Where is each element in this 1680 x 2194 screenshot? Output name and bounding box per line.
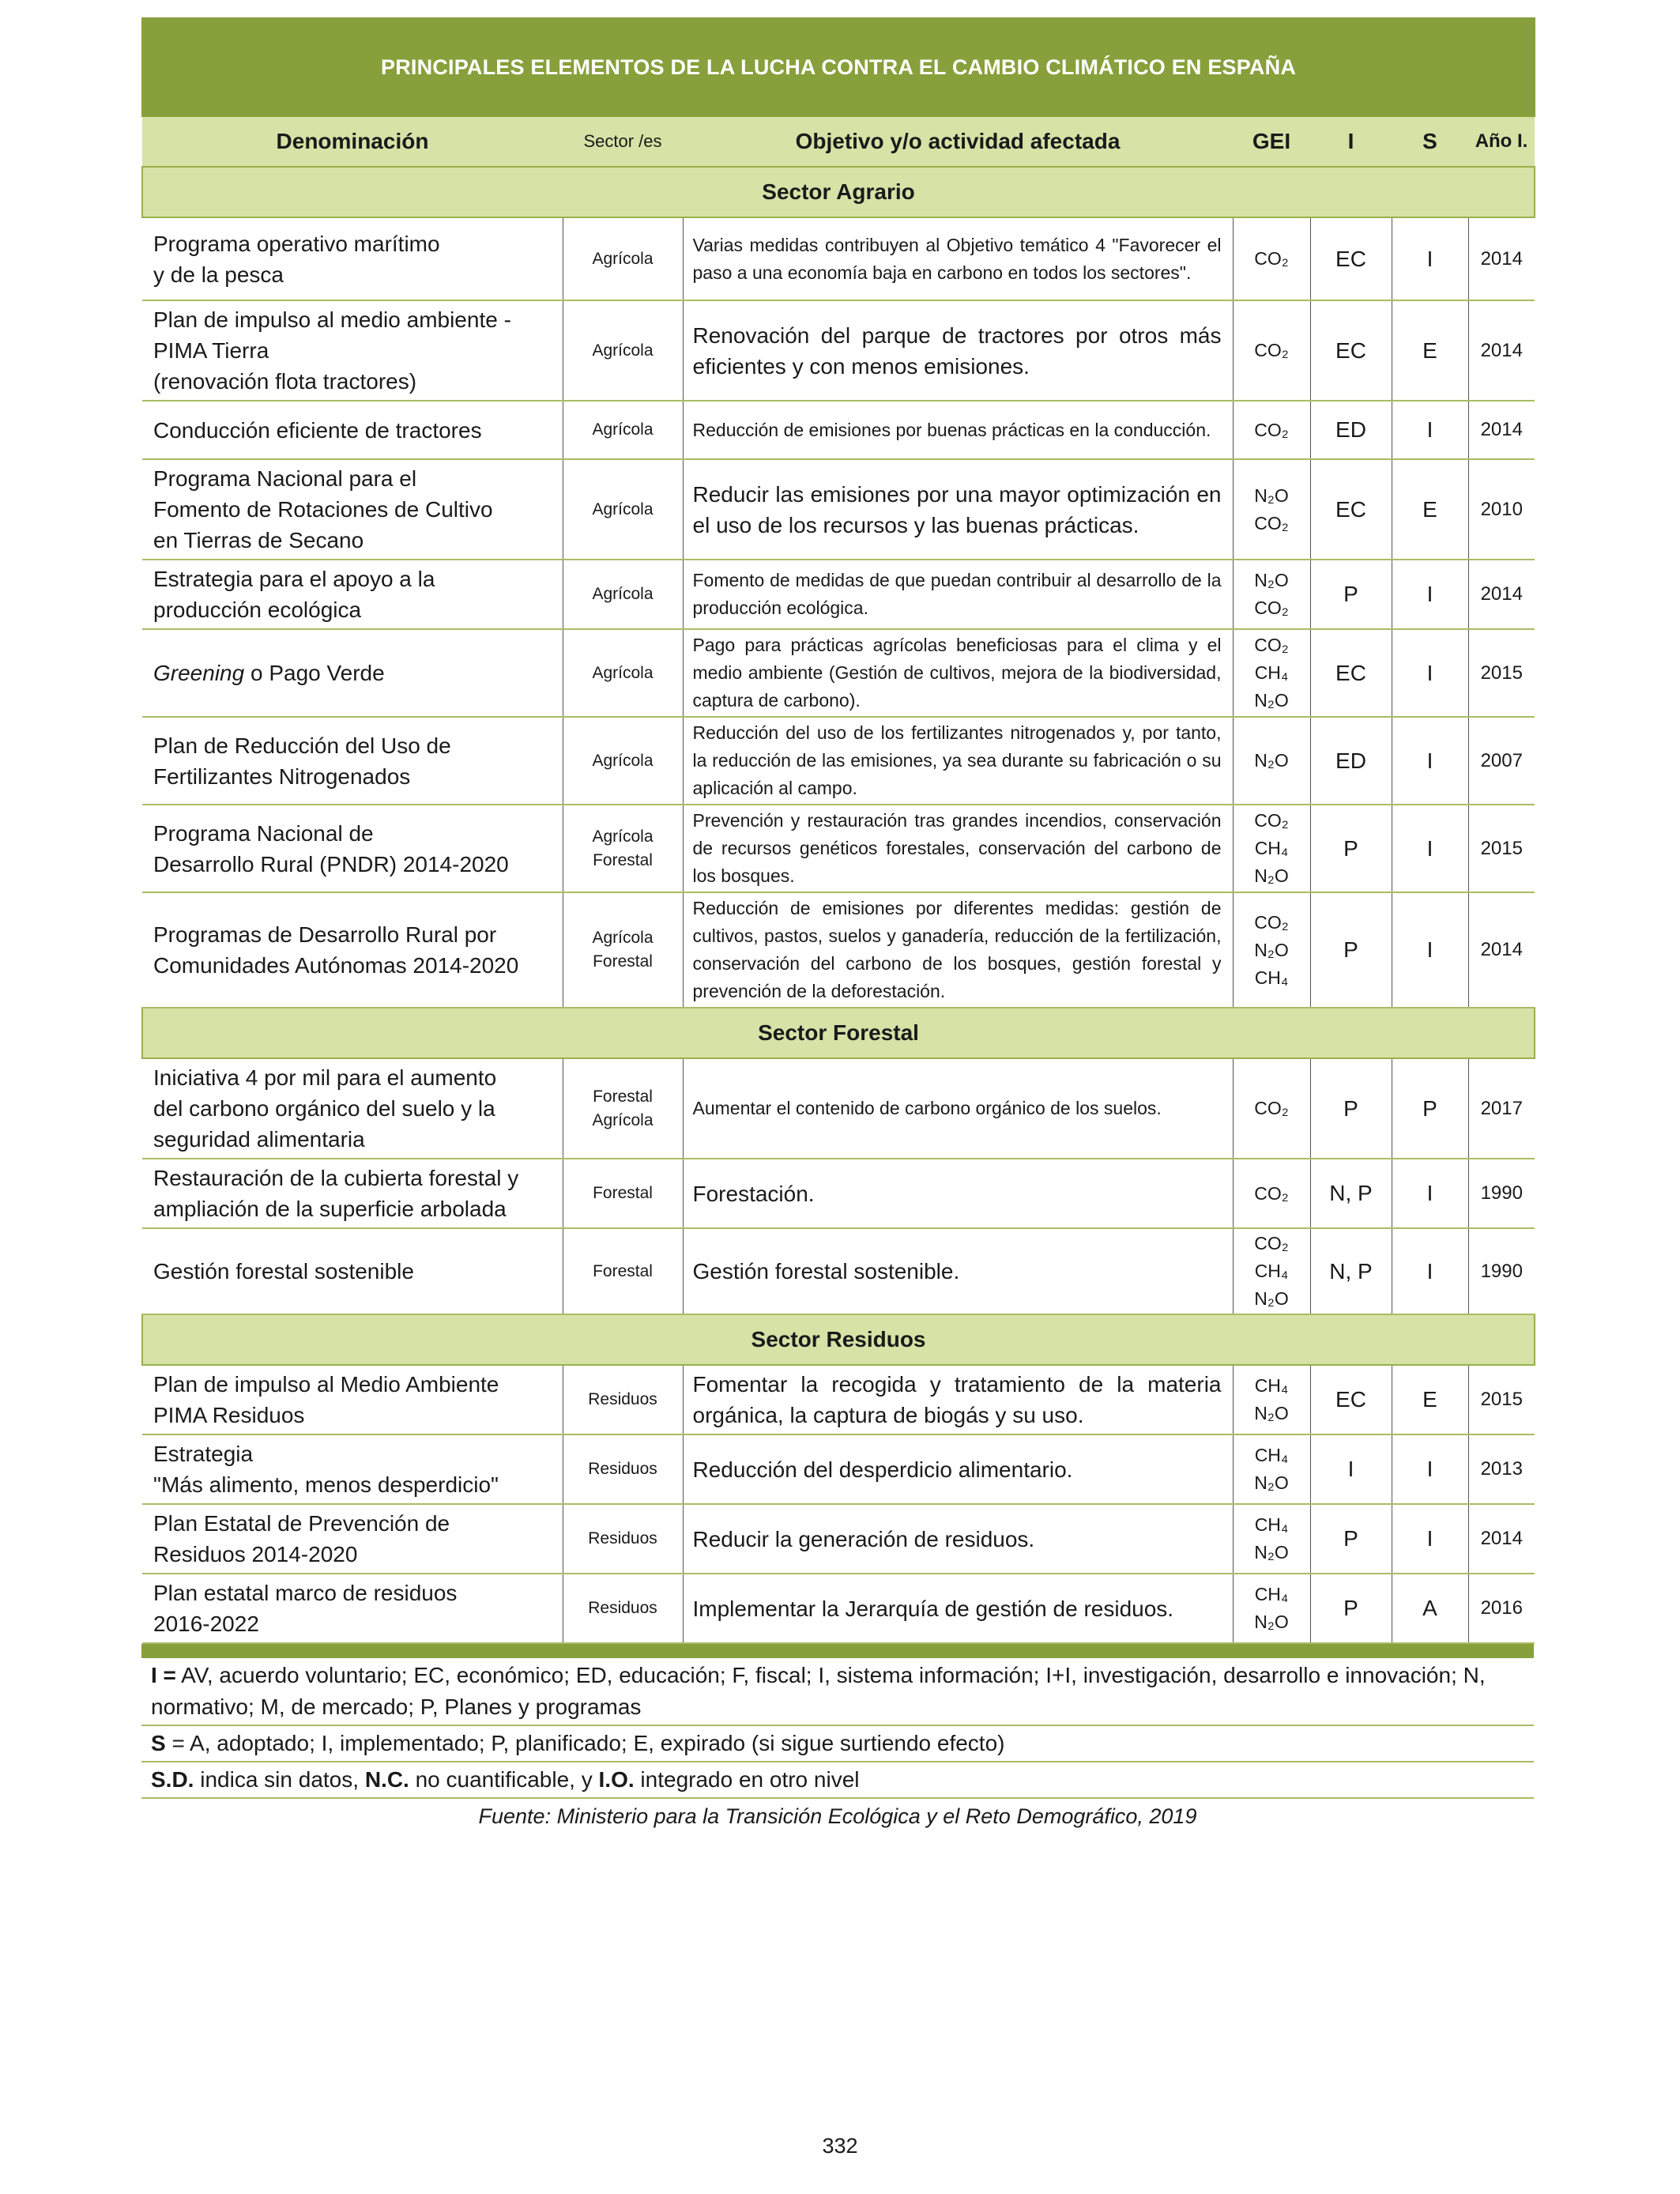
- gei-cell: [1233, 401, 1310, 459]
- source-note: Fuente: Ministerio para la Transición Ecológica y el Reto Demográfico, 2019: [478, 1804, 1197, 1828]
- sector-heading: Sector Agrario: [142, 167, 1535, 217]
- table-row: [142, 459, 1535, 560]
- climate-measures-table: [141, 17, 1535, 1644]
- table-row: [142, 805, 1535, 892]
- sector-value: Forestal: [593, 1087, 653, 1106]
- gei-value: CH₄: [1254, 662, 1289, 683]
- instrument-type: EC: [1310, 1365, 1392, 1434]
- table-row: [142, 217, 1535, 300]
- instrument-type: EC: [1310, 217, 1392, 300]
- measure-name-line: en Tierras de Secano: [153, 528, 364, 552]
- start-year: 2016: [1468, 1574, 1535, 1643]
- gei-value: CH₄: [1254, 1584, 1289, 1604]
- header-sector: Sector /es: [563, 116, 683, 167]
- legend-text: AV, acuerdo voluntario; EC, económico; ED, educación; F, fiscal; I, sistema información; I+I, investigación, desarrollo e innovación; N, normativo; M, de mercado; P, Planes y programas: [151, 1663, 1486, 1719]
- sector-cell: [563, 1228, 683, 1314]
- gei-cell: [1233, 217, 1310, 300]
- start-year: 2015: [1468, 805, 1535, 892]
- objective-text: Reducción del desperdicio alimentario.: [683, 1434, 1233, 1504]
- measure-name-line: Gestión forestal sostenible: [153, 1259, 414, 1284]
- gei-value: N₂O: [1254, 750, 1289, 771]
- measure-name-line: Plan de Reducción del Uso de: [153, 733, 451, 758]
- measure-name-line: Programa operativo marítimo: [153, 231, 440, 256]
- status-code: I: [1392, 1228, 1468, 1314]
- measure-name-line: seguridad alimentaria: [153, 1127, 365, 1152]
- gei-cell: [1233, 1228, 1310, 1314]
- measure-name: [142, 892, 563, 1008]
- start-year: 1990: [1468, 1159, 1535, 1228]
- measure-name-line: Estrategia: [153, 1442, 254, 1466]
- gei-value: N₂O: [1254, 865, 1289, 886]
- sector-value: Residuos: [588, 1599, 657, 1617]
- instrument-type: P: [1310, 892, 1392, 1008]
- gei-value: CO₂: [1254, 635, 1289, 655]
- measure-name-line: Plan Estatal de Prevención de: [153, 1511, 450, 1536]
- page-number: 332: [822, 2134, 858, 2158]
- sector-value: Forestal: [593, 1261, 653, 1280]
- measure-name: [142, 1228, 563, 1314]
- table-row: [142, 1228, 1535, 1314]
- measure-name: [142, 1365, 563, 1434]
- status-code: I: [1392, 560, 1468, 629]
- legend-key: I =: [151, 1663, 176, 1687]
- measure-name: [142, 217, 563, 300]
- header-name: Denominación: [142, 116, 563, 167]
- start-year: 2013: [1468, 1434, 1535, 1504]
- sector-cell: [563, 1504, 683, 1574]
- gei-value: CO₂: [1254, 1182, 1289, 1204]
- measure-name-line: Programas de Desarrollo Rural por: [153, 922, 497, 947]
- sector-cell: [563, 1159, 683, 1228]
- sector-cell: [563, 892, 683, 1008]
- sector-cell: [563, 560, 683, 629]
- legend: [141, 1658, 1534, 1762]
- status-code: E: [1392, 1365, 1468, 1434]
- measure-name-line: Programa Nacional para el: [153, 466, 417, 491]
- sector-value: Forestal: [593, 952, 653, 971]
- measure-name-line: Desarrollo Rural (PNDR) 2014-2020: [153, 851, 509, 876]
- gei-cell: [1233, 805, 1310, 892]
- gei-value: CH₄: [1254, 838, 1289, 858]
- table-row: [142, 300, 1535, 401]
- measure-name-line: Residuos 2014-2020: [153, 1542, 358, 1566]
- instrument-type: EC: [1310, 300, 1392, 401]
- status-code: I: [1392, 717, 1468, 805]
- legend-row: [141, 1726, 1534, 1762]
- sector-cell: [563, 217, 683, 300]
- measure-name: [142, 1058, 563, 1159]
- gei-value: CO₂: [1254, 340, 1289, 360]
- table-row: [142, 1058, 1535, 1159]
- measure-name: [142, 805, 563, 892]
- gei-cell: [1233, 629, 1310, 717]
- sector-value: Agrícola: [592, 827, 654, 846]
- start-year: 1990: [1468, 1228, 1535, 1314]
- measure-name: [142, 1434, 563, 1504]
- instrument-type: EC: [1310, 629, 1392, 717]
- instrument-type: P: [1310, 805, 1392, 892]
- objective-text: Reducción de emisiones por buenas prácticas en la conducción.: [683, 401, 1233, 459]
- legend-text: = A, adoptado; I, implementado; P, planificado; E, expirado (si sigue surtiendo efecto): [165, 1731, 1005, 1755]
- gei-value: N₂O: [1254, 690, 1289, 711]
- measure-name-line: del carbono orgánico del suelo y la: [153, 1096, 495, 1121]
- start-year: 2017: [1468, 1058, 1535, 1159]
- gei-value: N₂O: [1254, 1288, 1289, 1309]
- gei-cell: [1233, 560, 1310, 629]
- sector-row: [142, 1008, 1535, 1058]
- sector-value: Agrícola: [592, 499, 654, 518]
- gei-value: CH₄: [1254, 1375, 1289, 1396]
- instrument-type: ED: [1310, 401, 1392, 459]
- instrument-type: EC: [1310, 459, 1392, 560]
- instrument-type: P: [1310, 1504, 1392, 1574]
- sector-value: Agrícola: [592, 929, 654, 947]
- table-row: [142, 717, 1535, 805]
- sector-cell: [563, 401, 683, 459]
- measure-name: [142, 1159, 563, 1228]
- start-year: 2007: [1468, 717, 1535, 805]
- sector-value: Agrícola: [592, 249, 654, 268]
- gei-cell: [1233, 1504, 1310, 1574]
- gei-value: CO₂: [1254, 1098, 1289, 1118]
- instrument-type: P: [1310, 560, 1392, 629]
- gei-value: N₂O: [1254, 1472, 1289, 1493]
- objective-text: Renovación del parque de tractores por otros más eficientes y con menos emisiones.: [683, 300, 1233, 401]
- sector-cell: [563, 629, 683, 717]
- sector-heading: Sector Residuos: [142, 1314, 1535, 1365]
- instrument-type: P: [1310, 1058, 1392, 1159]
- measure-name-line: "Más alimento, menos desperdicio": [153, 1472, 499, 1497]
- gei-value: CH₄: [1254, 967, 1289, 988]
- status-code: E: [1392, 300, 1468, 401]
- start-year: 2015: [1468, 1365, 1535, 1434]
- status-code: I: [1392, 401, 1468, 459]
- start-year: 2014: [1468, 1504, 1535, 1574]
- table-row: [142, 1504, 1535, 1574]
- start-year: 2014: [1468, 892, 1535, 1008]
- gei-value: CO₂: [1254, 598, 1289, 618]
- gei-cell: [1233, 459, 1310, 560]
- status-code: I: [1392, 805, 1468, 892]
- measure-name-line: ampliación de la superficie arbolada: [153, 1197, 507, 1221]
- gei-value: CH₄: [1254, 1514, 1289, 1535]
- measure-name-line: Plan de impulso al Medio Ambiente: [153, 1372, 499, 1397]
- sector-value: Forestal: [593, 850, 653, 869]
- measure-name-line: (renovación flota tractores): [153, 369, 417, 394]
- table-row: [142, 892, 1535, 1008]
- measure-name: [142, 1574, 563, 1643]
- measure-name-line: producción ecológica: [153, 598, 362, 622]
- sector-value: Agrícola: [592, 341, 654, 360]
- header-gei: GEI: [1233, 116, 1310, 167]
- table-title: PRINCIPALES ELEMENTOS DE LA LUCHA CONTRA EL CAMBIO CLIMÁTICO EN ESPAÑA: [142, 18, 1535, 116]
- instrument-type: N, P: [1310, 1159, 1392, 1228]
- measure-name-line: Fomento de Rotaciones de Cultivo: [153, 497, 493, 522]
- start-year: 2015: [1468, 629, 1535, 717]
- sector-heading: Sector Forestal: [142, 1008, 1535, 1058]
- measure-name-line: Iniciativa 4 por mil para el aumento: [153, 1065, 497, 1090]
- objective-text: Reducir las emisiones por una mayor optimización en el uso de los recursos y las buenas prácticas.: [683, 459, 1233, 560]
- gei-value: N₂O: [1254, 484, 1289, 506]
- measure-name: [142, 300, 563, 401]
- sector-value: Agrícola: [592, 663, 654, 682]
- measure-name-line: PIMA Tierra: [153, 338, 269, 363]
- header-i: I: [1310, 116, 1392, 167]
- gei-value: CO₂: [1254, 248, 1289, 269]
- sector-value: Residuos: [588, 1529, 657, 1547]
- gei-value: CO₂: [1254, 512, 1289, 533]
- objective-text: Forestación.: [683, 1159, 1233, 1228]
- gei-value: N₂O: [1254, 1542, 1289, 1563]
- gei-value: N₂O: [1254, 939, 1289, 960]
- table-row: [142, 1434, 1535, 1504]
- sector-cell: [563, 459, 683, 560]
- sector-value: Forestal: [593, 1184, 653, 1202]
- gei-value: CH₄: [1254, 1261, 1289, 1281]
- measure-name-line: y de la pesca: [153, 262, 284, 287]
- instrument-type: N, P: [1310, 1228, 1392, 1314]
- status-code: A: [1392, 1574, 1468, 1643]
- sector-cell: [563, 1574, 683, 1643]
- sector-row: [142, 167, 1535, 217]
- table-row: [142, 1365, 1535, 1434]
- instrument-type: ED: [1310, 717, 1392, 805]
- gei-cell: [1233, 1434, 1310, 1504]
- table-row: [142, 1574, 1535, 1643]
- gei-cell: [1233, 892, 1310, 1008]
- objective-text: Fomentar la recogida y tratamiento de la materia orgánica, la captura de biogás y su uso.: [683, 1365, 1233, 1434]
- objective-text: Gestión forestal sostenible.: [683, 1228, 1233, 1314]
- measure-name-line: Fertilizantes Nitrogenados: [153, 763, 411, 789]
- gei-value: CO₂: [1254, 1233, 1289, 1253]
- gei-cell: [1233, 1159, 1310, 1228]
- objective-text: Prevención y restauración tras grandes incendios, conservación de recursos genéticos forestales, conservación del carbono de los bosques.: [683, 805, 1233, 892]
- start-year: 2014: [1468, 401, 1535, 459]
- sector-cell: [563, 1058, 683, 1159]
- start-year: 2010: [1468, 459, 1535, 560]
- sector-cell: [563, 805, 683, 892]
- gei-value: N₂O: [1254, 1612, 1289, 1632]
- gei-cell: [1233, 1574, 1310, 1643]
- gei-value: CO₂: [1254, 810, 1289, 831]
- status-code: I: [1392, 217, 1468, 300]
- status-code: I: [1392, 629, 1468, 717]
- table-row: [142, 1159, 1535, 1228]
- gei-cell: [1233, 717, 1310, 805]
- legend-key: S: [151, 1731, 166, 1755]
- instrument-type: P: [1310, 1574, 1392, 1643]
- status-code: I: [1392, 1434, 1468, 1504]
- measure-name: [142, 1504, 563, 1574]
- status-code: E: [1392, 459, 1468, 560]
- instrument-type: I: [1310, 1434, 1392, 1504]
- sector-value: Agrícola: [592, 751, 654, 770]
- gei-value: N₂O: [1254, 570, 1289, 590]
- start-year: 2014: [1468, 300, 1535, 401]
- measure-name-line: Comunidades Autónomas 2014-2020: [153, 953, 519, 978]
- measure-name-line: Plan de impulso al medio ambiente -: [153, 307, 511, 332]
- gei-cell: [1233, 300, 1310, 401]
- sector-cell: [563, 1434, 683, 1504]
- sector-value: Residuos: [588, 1460, 657, 1478]
- gei-value: CH₄: [1254, 1445, 1289, 1465]
- objective-text: Implementar la Jerarquía de gestión de residuos.: [683, 1574, 1233, 1643]
- measure-name-line: PIMA Residuos: [153, 1403, 305, 1427]
- table-row: [142, 560, 1535, 629]
- status-code: P: [1392, 1058, 1468, 1159]
- objective-text: Fomento de medidas de que puedan contribuir al desarrollo de la producción ecológica.: [683, 560, 1233, 629]
- table-row: [142, 401, 1535, 459]
- gei-value: CO₂: [1254, 419, 1289, 440]
- measure-name-line: Programa Nacional de: [153, 820, 374, 846]
- legend-row: [141, 1658, 1534, 1726]
- measure-name-line: Plan estatal marco de residuos: [153, 1581, 458, 1605]
- objective-text: Reducción del uso de los fertilizantes nitrogenados y, por tanto, la reducción de las emisiones, ya sea durante su fabricación o su aplicación al campo.: [683, 717, 1233, 805]
- objective-text: Aumentar el contenido de carbono orgánico de los suelos.: [683, 1058, 1233, 1159]
- sector-cell: [563, 1365, 683, 1434]
- table-row: [142, 629, 1535, 717]
- gei-value: N₂O: [1254, 1403, 1289, 1423]
- objective-text: Varias medidas contribuyen al Objetivo temático 4 "Favorecer el paso a una economía baja en carbono en todos los sectores".: [683, 217, 1233, 300]
- header-year: Año I.: [1468, 116, 1535, 167]
- status-code: I: [1392, 892, 1468, 1008]
- start-year: 2014: [1468, 217, 1535, 300]
- gei-cell: [1233, 1365, 1310, 1434]
- measure-name-line: 2016-2022: [153, 1612, 259, 1636]
- start-year: 2014: [1468, 560, 1535, 629]
- header-objective: Objetivo y/o actividad afectada: [683, 116, 1233, 167]
- measure-name: [142, 629, 563, 717]
- sector-value: Agrícola: [592, 585, 654, 603]
- measure-name: [142, 717, 563, 805]
- measure-name: [142, 401, 563, 459]
- status-code: I: [1392, 1504, 1468, 1574]
- measure-name-line: Restauración de la cubierta forestal y: [153, 1166, 519, 1190]
- page-content: [141, 17, 1534, 1832]
- legend-row-sd: S.D. indica sin datos, N.C. no cuantificable, y I.O. integrado en otro nivel: [141, 1762, 1534, 1799]
- sector-value: Agrícola: [592, 420, 654, 439]
- objective-text: Reducción de emisiones por diferentes medidas: gestión de cultivos, pastos, suelos y ganadería, reducción de la fertilización, conservación del carbono de los bosques, gestión forestal y prevención de la deforestación.: [683, 892, 1233, 1008]
- objective-text: Pago para prácticas agrícolas beneficiosas para el clima y el medio ambiente (Gestión de cultivos, mejora de la biodiversidad, captura de carbono).: [683, 629, 1233, 717]
- status-code: I: [1392, 1159, 1468, 1228]
- measure-name-line: Greening o Pago Verde: [153, 661, 385, 685]
- sector-value: Agrícola: [592, 1110, 654, 1129]
- measure-name-line: Conducción eficiente de tractores: [153, 417, 482, 443]
- measure-name: [142, 560, 563, 629]
- sector-cell: [563, 300, 683, 401]
- gei-cell: [1233, 1058, 1310, 1159]
- gei-value: CO₂: [1254, 911, 1289, 933]
- measure-name-line: Estrategia para el apoyo a la: [153, 567, 435, 591]
- table-body: [142, 167, 1535, 1643]
- objective-text: Reducir la generación de residuos.: [683, 1504, 1233, 1574]
- sector-cell: [563, 717, 683, 805]
- sector-value: Residuos: [588, 1390, 657, 1408]
- sector-row: [142, 1314, 1535, 1365]
- measure-name: [142, 459, 563, 560]
- header-s: S: [1392, 116, 1468, 167]
- table-bottom-bar: [141, 1644, 1534, 1658]
- table-header-row: [142, 116, 1535, 167]
